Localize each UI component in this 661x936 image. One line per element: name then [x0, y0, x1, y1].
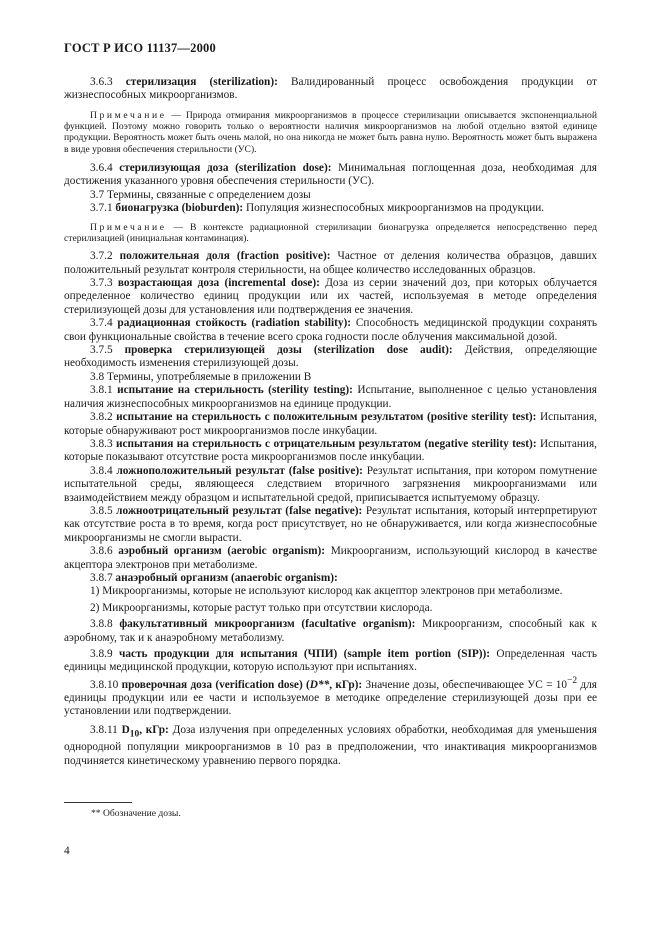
term: положительная доля (fraction positive): — [119, 250, 331, 263]
paragraph-3-8-7: 3.8.7 анаэробный организм (anaerobic organism): — [90, 571, 338, 584]
term: $D_{10}$, кГр: — [121, 723, 169, 740]
paragraph-3-7-1: 3.7.1 бионагрузка (bioburden): Популяция жизнеспособных микроорганизмов на продукции. — [90, 202, 545, 215]
section-3-8: 3.8 Термины, употребляемые в приложении В — [90, 370, 312, 383]
paragraph-3-8-9: 3.8.9 часть продукции для испытания (ЧПИ) (sample item portion (SIP)): Определенная часть единицы медицинской продукции, которую используют при испытаниях. — [64, 648, 598, 674]
term: ложноотрицательный результат (false negative): — [116, 504, 363, 517]
paragraph-3-7-3: 3.7.3 возрастающая доза (incremental dose): Доза из серии значений доз, при которых облучается определенное количество единиц продукции или их частей, используемая в методе определения стерилизующей дозы для установления или подтверждения ее значения. — [64, 277, 598, 316]
term: факультативный микроорганизм (facultative organism): — [119, 618, 416, 631]
footnote-separator — [64, 802, 132, 803]
term: радиационная стойкость (radiation stability): — [117, 317, 352, 330]
page-body — [64, 76, 597, 768]
term: ложноположительный результат (false positive): — [116, 464, 363, 477]
term: анаэробный организм (anaerobic organism): — [115, 571, 338, 584]
paragraph-3-7-2: 3.7.2 положительная доля (fraction positive): Частное от деления количества образцов, давших положительный результат контроля стерильности, на общее количество исследованных образцов. — [64, 250, 598, 276]
section-3-7: 3.7 Термины, связанные с определением дозы — [90, 188, 311, 201]
paragraph-3-6-3: 3.6.3 стерилизация (sterilization): Валидированный процесс освобождения продукции от жизнеспособных микроорганизмов. — [64, 76, 597, 102]
term: стерилизующая доза (sterilization dose): — [119, 162, 332, 174]
term: аэробный организм (aerobic organism): — [118, 545, 326, 558]
paragraph-3-8-8: 3.8.8 факультативный микроорганизм (facultative organism): Микроорганизм, способный как к аэробному, так и к анаэробному метаболизму. — [64, 618, 597, 644]
paragraph-3-7-5: 3.7.5 проверка стерилизующей дозы (sterilization dose audit): Действия, определяющие необходимость изменения стерилизующей дозы. — [64, 344, 598, 370]
note-label: Примечание — [90, 109, 167, 121]
note-label: Примечание — [90, 221, 167, 233]
term: испытание на стерильность с положительным результатом (positive sterility test): — [116, 411, 537, 424]
term: испытания на стерильность с отрицательным результатом (negative sterility test): — [116, 437, 537, 450]
paragraph-3-6-4: 3.6.4 стерилизующая доза (sterilization dose): Минимальная поглощенная доза, необходимая для достижения указанного уровня обеспечения стерильности (УС). — [64, 162, 597, 188]
note: Примечание — В контексте радиационной стерилизации бионагрузка определяется непосредственно перед стерилизацией (инициальная контаминация). — [64, 221, 597, 244]
footnote: ** Обозначение дозы. — [91, 808, 181, 819]
paragraph-3-8-1: 3.8.1 испытание на стерильность (sterility testing): Испытание, выполненное с целью установления наличия жизнеспособных микроорганизмов на единице продукции. — [64, 384, 597, 410]
term: бионагрузка (bioburden): — [115, 202, 244, 215]
list-item-1: 1) Микроорганизмы, которые не используют кислород как акцептор электронов при метаболизме. — [90, 585, 563, 598]
paragraph-3-8-2: 3.8.2 испытание на стерильность с положительным результатом (positive sterility test): Испытания, которые обнаруживают рост микроорганизмов после инкубации. — [64, 411, 597, 437]
term: проверка стерилизующей дозы (sterilization dose audit): — [124, 344, 453, 357]
page-header: ГОСТ Р ИСО 11137—2000 — [64, 41, 216, 55]
paragraph-3-8-6: 3.8.6 аэробный организм (aerobic organism): Микроорганизм, использующий кислород в качестве акцептора электронов при метаболизме. — [64, 545, 597, 571]
term: проверочная доза (verification dose) (D**, кГр): — [121, 678, 363, 691]
paragraph-3-7-4: 3.7.4 радиационная стойкость (radiation stability): Способность медицинской продукции сохранять свои функциональные свойства в течение всего срока годности после облучения максимальной дозой. — [64, 317, 597, 343]
paragraph-3-8-4: 3.8.4 ложноположительный результат (false positive): Результат испытания, при котором помутнение испытательной среды, являющееся следствием вторичного загрязнения микроорганизмами или взаимодействием между образцом и испытательной средой, приписывается испытуемому образцу. — [64, 464, 597, 504]
note: Примечание — Природа отмирания микроорганизмов в процессе стерилизации описывается экспоненциальной функцией. Поэтому можно говорить только о вероятности наличия микроорганизмов на любой отдельно взятой единице продукции. Вероятность может быть очень малой, но она никогда не может быть равна нулю. Вероятность может быть выражена в виде уровня обеспечения стерильности (УС). — [64, 109, 597, 155]
term: возрастающая доза (incremental dose): — [117, 277, 320, 290]
term: стерилизация (sterilization): — [125, 76, 278, 88]
paragraph-3-8-11: 3.8.11 $D_{10}$, кГр: Доза излучения при определенных условиях обработки, необходимая для уменьшения однородной популяции микроорганизмов в 10 раз в предположении, что инактивация микроорганизмов подчиняется кинетическому уравнению первого порядка. — [64, 723, 597, 767]
paragraph-3-8-10: 3.8.10 проверочная доза (verification dose) (D**, кГр): Значение дозы, обеспечивающее УС = $10^{-2}$ для единицы продукции или ее части и используемое в методике определение стерилизующей дозы при ее установлении или подтверждении. — [64, 675, 597, 718]
term: испытание на стерильность (sterility testing): — [117, 384, 353, 397]
paragraph-3-8-3: 3.8.3 испытания на стерильность с отрицательным результатом (negative sterility test): Испытания, которые показывают отсутствие роста микроорганизмов после инкубации. — [64, 437, 597, 464]
paragraph-3-8-5: 3.8.5 ложноотрицательный результат (false negative): Результат испытания, который интерпретируют как отсутствие роста в то время, когда рост присутствует, но не обнаруживается, или когда жизнеспособные микроорганизмы не смогли вырасти. — [64, 504, 598, 544]
page-number: 4 — [64, 845, 70, 857]
list-item-2: 2) Микроорганизмы, которые растут только при отсутствии кислорода. — [90, 601, 433, 614]
term: часть продукции для испытания (ЧПИ) (sample item portion (SIP)): — [118, 648, 491, 660]
